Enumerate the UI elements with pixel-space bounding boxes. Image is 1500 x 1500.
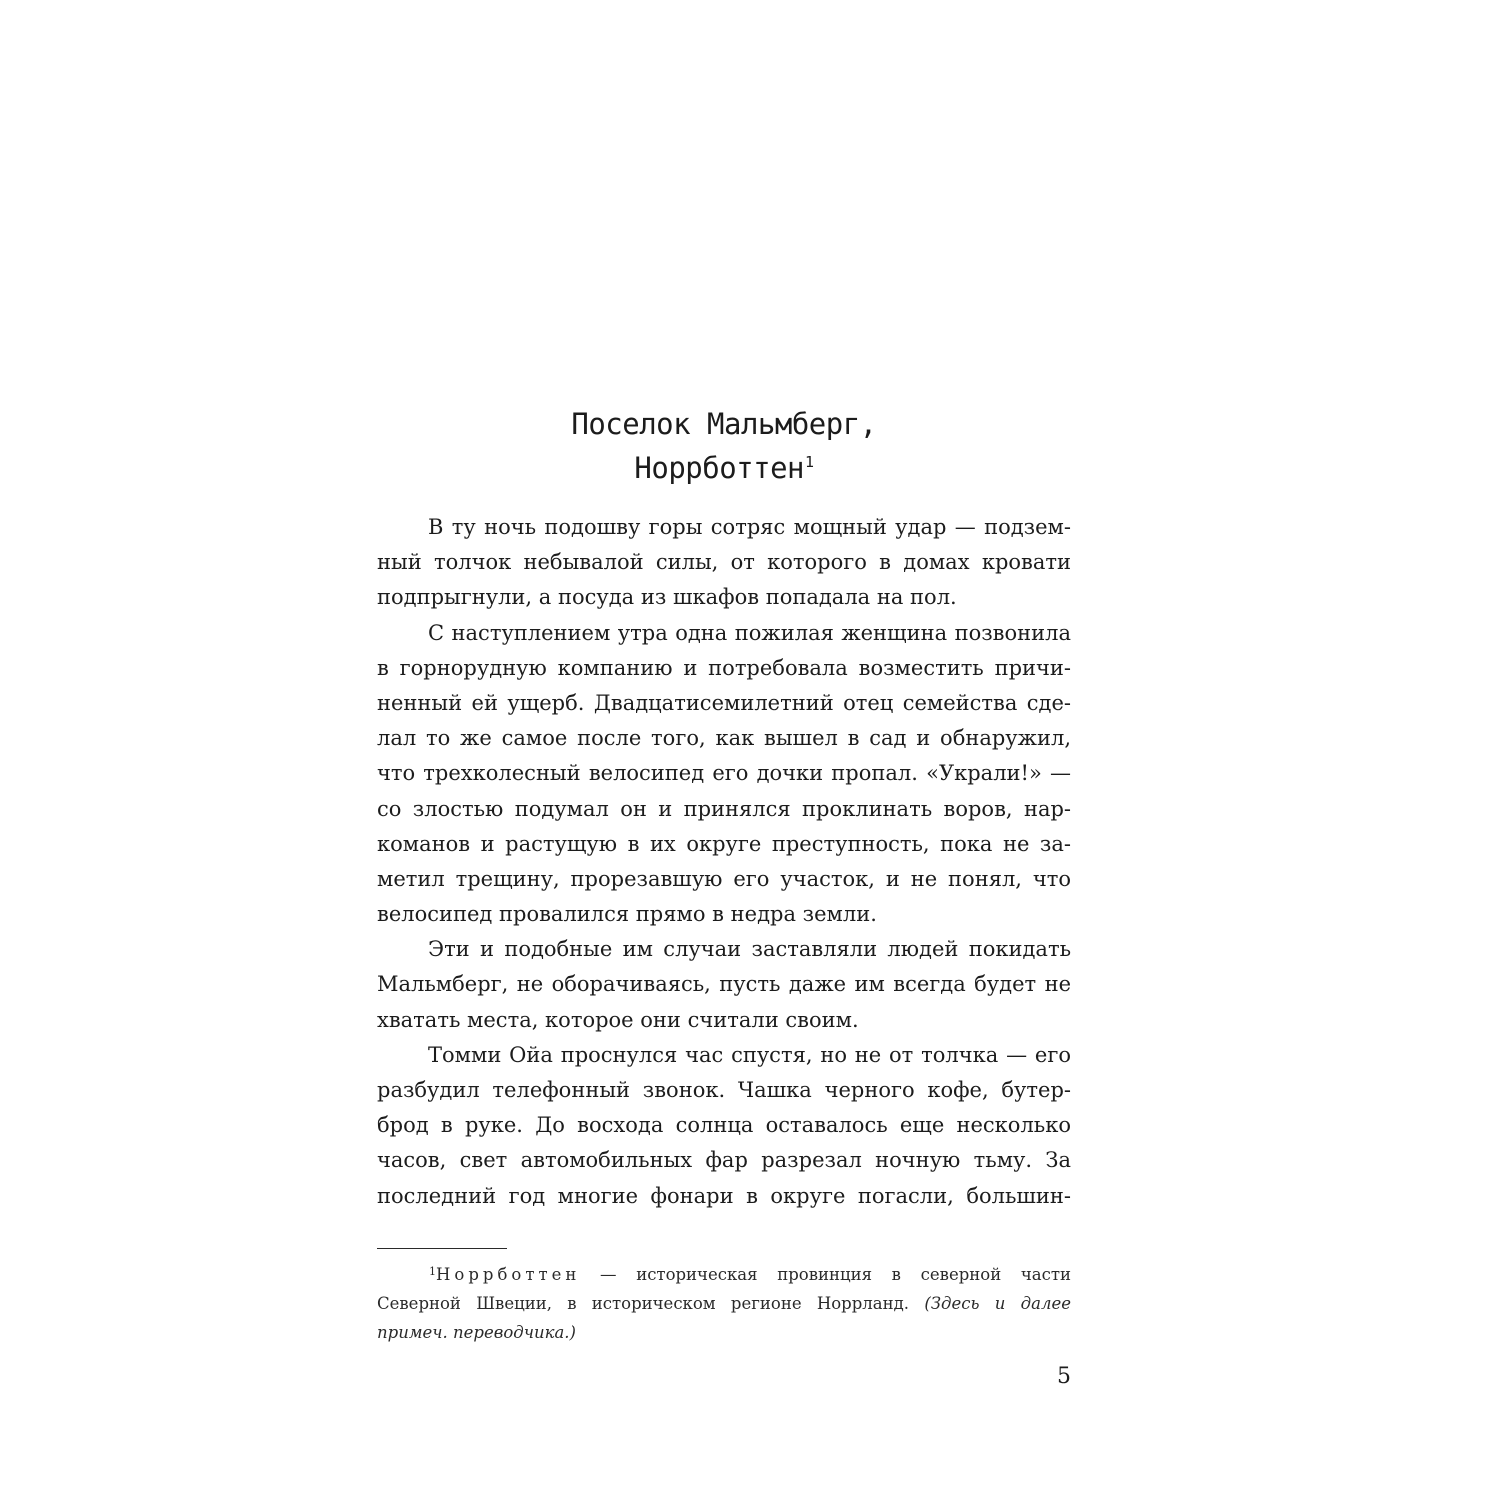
text-line: хватать места, которое они считали своим. bbox=[377, 1007, 859, 1032]
footnote-line bbox=[377, 1289, 1071, 1318]
text-line: последний год многие фонари в округе погасли, большин- bbox=[377, 1183, 1071, 1208]
text-line: разбудил телефонный звонок. Чашка черного кофе, бутер- bbox=[377, 1078, 1071, 1102]
footnote bbox=[377, 1260, 1071, 1347]
text-line: часов, свет автомобильных фар разрезал ночную тьму. За bbox=[377, 1148, 1071, 1173]
text-line: команов и растущую в их округе преступность, пока не за- bbox=[377, 831, 1071, 856]
text-line: С наступлением утра одна пожилая женщина позвонила bbox=[428, 620, 1071, 645]
chapter-title-line-1: Поселок Мальмберг, bbox=[571, 407, 877, 441]
text-line: в горнорудную компанию и потребовала возместить причи- bbox=[377, 655, 1071, 680]
text-line: ный толчок небывалой силы, от которого в домах кровати bbox=[377, 550, 1071, 575]
text-line: ненный ей ущерб. Двадцатисемилетний отец семейства сде- bbox=[377, 690, 1071, 715]
text-line: Мальмберг, не оборачиваясь, пусть даже им всегда будет не bbox=[377, 972, 1071, 997]
text-line: В ту ночь подошву горы сотряс мощный удар — подзем- bbox=[428, 515, 1071, 539]
footnote-text: — историческая провинция в северной части bbox=[580, 1265, 1071, 1284]
text-line: Томми Ойа проснулся час спустя, но не от толчка — его bbox=[428, 1042, 1071, 1067]
footnote-term: Норрботтен bbox=[436, 1265, 581, 1284]
text-line: со злостью подумал он и принялся проклинать воров, нар- bbox=[377, 796, 1071, 821]
text-line: метил трещину, прорезавшую его участок, и не понял, что bbox=[377, 866, 1071, 891]
text-line: что трехколесный велосипед его дочки пропал. «Украли!» — bbox=[377, 761, 1071, 786]
chapter-title bbox=[377, 402, 1071, 490]
page-number: 5 bbox=[1057, 1364, 1071, 1389]
footnote-divider bbox=[377, 1248, 507, 1249]
text-line: лал то же самое после того, как вышел в сад и обнаружил, bbox=[377, 726, 1071, 751]
footnote-line: примеч. переводчика.) bbox=[377, 1323, 576, 1342]
footnote-marker: 1 bbox=[429, 1265, 436, 1278]
footnote-note: (Здесь и далее bbox=[924, 1294, 1071, 1313]
chapter-title-line-2: Норрботтен bbox=[634, 451, 805, 485]
text-line: велосипед провалился прямо в недра земли. bbox=[377, 902, 877, 927]
footnote-text: Северной Швеции, в историческом регионе Норрланд. bbox=[377, 1294, 925, 1313]
body-text bbox=[377, 510, 1071, 1214]
text-line: Эти и подобные им случаи заставляли людей покидать bbox=[428, 937, 1071, 962]
footnote-reference[interactable]: 1 bbox=[805, 453, 814, 471]
text-line: подпрыгнули, а посуда из шкафов попадала на пол. bbox=[377, 585, 957, 610]
text-line: брод в руке. До восхода солнца оставалось еще несколько bbox=[377, 1113, 1071, 1138]
footnote-line bbox=[377, 1260, 1071, 1289]
